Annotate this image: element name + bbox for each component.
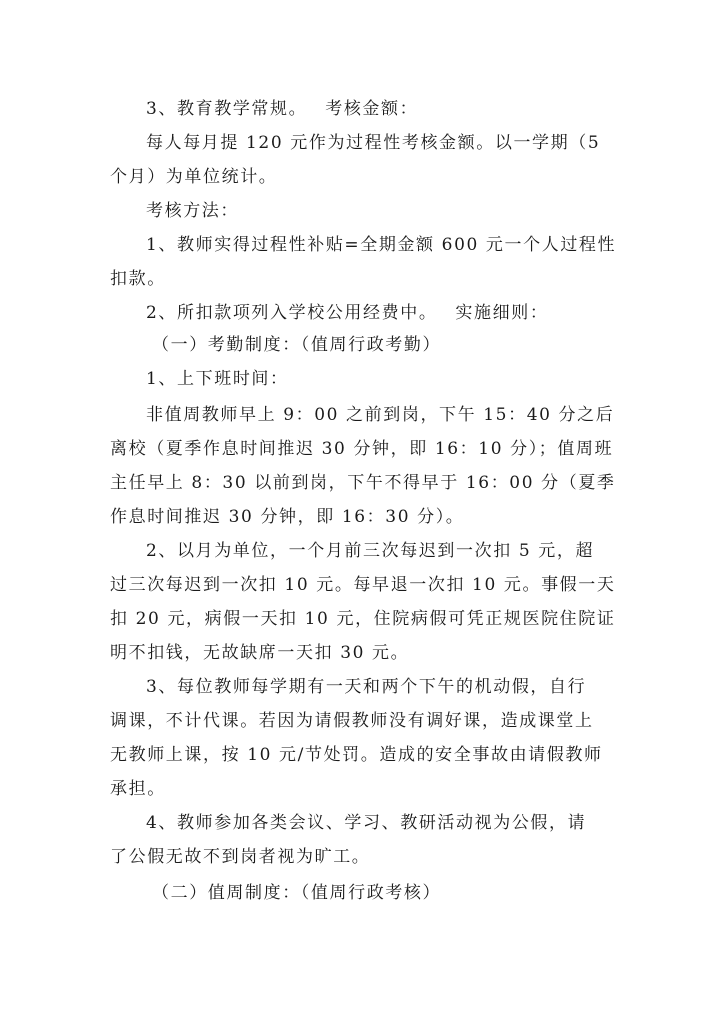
text-line-content: 明不扣钱，无故缺席一天扣 30 元。 [110,643,410,663]
text-line [110,296,548,330]
text-line-content: 个月）为单位统计。 [110,167,278,187]
text-line-content: 2、所扣款项列入学校公用经费中。 [146,303,438,323]
text-line [110,466,616,500]
text-line [110,772,166,806]
text-line-content: 扣 20 元，病假一天扣 10 元，住院病假可凭正规医院住院证 [110,609,616,629]
text-line-content: 3、教育教学常规。 [146,99,308,119]
text-line [110,432,613,466]
text-line-content: 3、每位教师每学期有一天和两个下午的机动假，自行 [146,677,587,697]
text-line [110,704,594,738]
text-line-content: 1、上下班时间： [146,369,289,389]
text-line-content: 调课，不计代课。若因为请假教师没有调好课，造成课堂上 [110,711,594,731]
text-line-content: 1、教师实得过程性补贴=全期金额 600 元一个人过程性 [146,235,617,255]
text-line-content: 离校（夏季作息时间推迟 30 分钟，即 16：10 分）；值周班 [110,439,614,459]
text-line [110,92,418,126]
text-line [110,670,586,704]
text-line [110,534,594,568]
text-line [110,228,616,262]
text-line-content: 无教师上课，按 10 元/节处罚。造成的安全事故由请假教师 [110,745,603,765]
text-line-content: （一）考勤制度：（值周行政考勤） [152,335,442,355]
text-line-content: 每人每月提 120 元作为过程性考核金额。以一学期（5 [146,133,601,153]
text-line [110,568,615,602]
text-line-content: 作息时间推迟 30 分钟，即 16：30 分）。 [110,507,465,527]
text-line-content: 4、教师参加各类会议、学习、教研活动视为公假，请 [146,813,587,833]
text-line [110,806,586,840]
text-line [110,126,600,160]
text-line [110,840,370,874]
text-line-content: 扣款。 [110,269,166,289]
text-line-content: 主任早上 8：30 以前到岗，下午不得早于 16：00 分（夏季 [110,473,616,493]
text-line [110,500,464,534]
text-line-content: （二）值周制度：（值周行政考核） [152,883,442,903]
text-line [110,362,289,396]
text-line [110,636,409,670]
text-line [110,738,603,772]
text-line-content: 非值周教师早上 9：00 之前到岗，下午 15：40 分之后 [146,405,615,425]
text-line-content: 2、以月为单位，一个月前三次每迟到一次扣 5 元，超 [146,541,595,561]
text-line [110,194,239,228]
text-line [110,328,441,362]
text-line-content: 了公假无故不到岗者视为旷工。 [110,847,371,867]
text-line [110,398,614,432]
text-line [110,602,615,636]
text-line-content: 考核方法： [146,201,239,221]
text-line [110,262,166,296]
text-line-extra: 实施细则： [455,303,549,323]
text-line [110,876,441,910]
text-line-content: 过三次每迟到一次扣 10 元。每早退一次扣 10 元。事假一天 [110,575,616,595]
text-line-content: 承担。 [110,779,166,799]
text-line-extra: 考核金额： [325,99,419,119]
text-line [110,160,277,194]
